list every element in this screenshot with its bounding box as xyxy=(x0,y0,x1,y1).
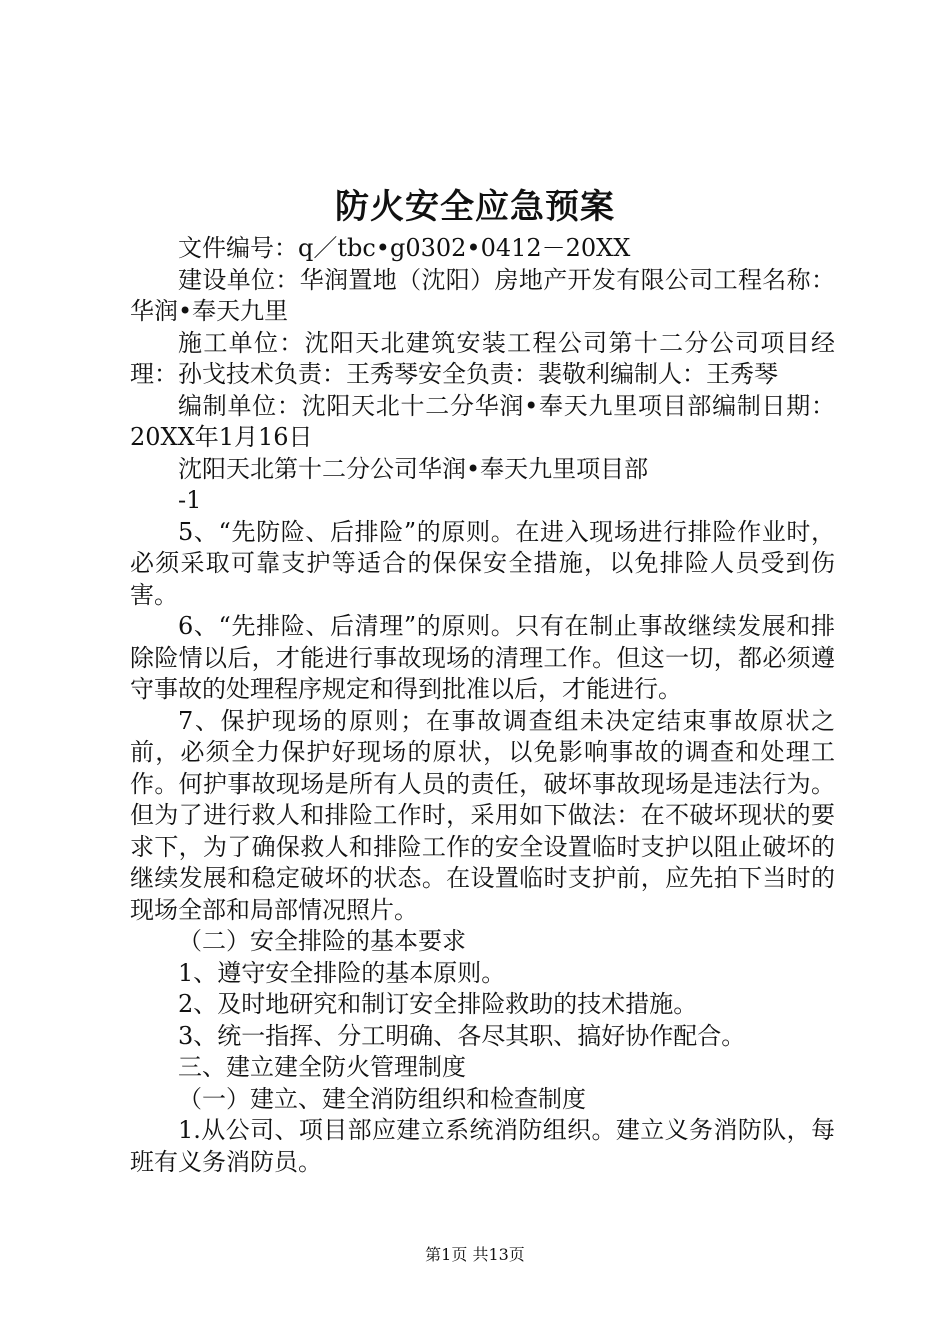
document-body xyxy=(130,233,835,1178)
contractor-paragraph: 施工单位：沈阳天北建筑安装工程公司第十二分公司项目经理：孙戈技术负责：王秀琴安全负责：裴敬利编制人：王秀琴 xyxy=(130,328,835,388)
section-heading-2: （二）安全排险的基本要求 xyxy=(178,927,466,955)
section-heading-3: 三、建立建全防火管理制度 xyxy=(178,1053,466,1081)
construction-owner-paragraph: 建设单位：华润置地（沈阳）房地产开发有限公司工程名称：华润•奉天九里 xyxy=(130,265,835,325)
subsection-heading-1: （一）建立、建全消防组织和检查制度 xyxy=(178,1084,586,1113)
document-title: 防火安全应急预案 xyxy=(335,187,615,227)
principle-5-paragraph: 5、“先防险、后排险”的原则。在进入现场进行排险作业时，必须采取可靠支护等适合的保保安全措施，以免排险人员受到伤害。 xyxy=(130,517,835,609)
requirement-3-paragraph: 3、统一指挥、分工明确、各尽其职、搞好协作配合。 xyxy=(178,1021,746,1050)
principle-7-paragraph: 7、保护现场的原则；在事故调查组未决定结束事故原状之前，必须全力保护好现场的原状，以免影响事故的调查和处理工作。何护事故现场是所有人员的责任，破坏事故现场是违法行为。但为了进行救人和排险工作时，采用如下做法：在不破坏现状的要求下，为了确保救人和排险工作的安全设置临时支护以阻止破坏的继续发展和稳定破坏的状态。在设置临时支护前，应先拍下当时的现场全部和局部情况照片。 xyxy=(130,706,835,924)
compiler-paragraph: 编制单位：沈阳天北十二分华润•奉天九里项目部编制日期：20XX年1月16日 xyxy=(130,391,835,451)
fire-organization-paragraph: 1.从公司、项目部应建立系统消防组织。建立义务消防队，每班有义务消防员。 xyxy=(130,1116,835,1176)
file-number-paragraph: 文件编号：q／tbc•g0302•0412－20XX xyxy=(178,234,631,262)
project-department-paragraph: 沈阳天北第十二分公司华润•奉天九里项目部 xyxy=(178,454,649,483)
requirement-2-paragraph: 2、及时地研究和制订安全排险救助的技术措施。 xyxy=(178,990,698,1018)
page-marker-paragraph: -1 xyxy=(178,486,202,514)
page-footer: 第1页 共13页 xyxy=(425,1245,525,1264)
requirement-1-paragraph: 1、遵守安全排险的基本原则。 xyxy=(178,958,506,987)
principle-6-paragraph: 6、“先排险、后清理”的原则。只有在制止事故继续发展和排除险情以后，才能进行事故现场的清理工作。但这一切，都必须遵守事故的处理程序规定和得到批准以后，才能进行。 xyxy=(130,612,835,703)
